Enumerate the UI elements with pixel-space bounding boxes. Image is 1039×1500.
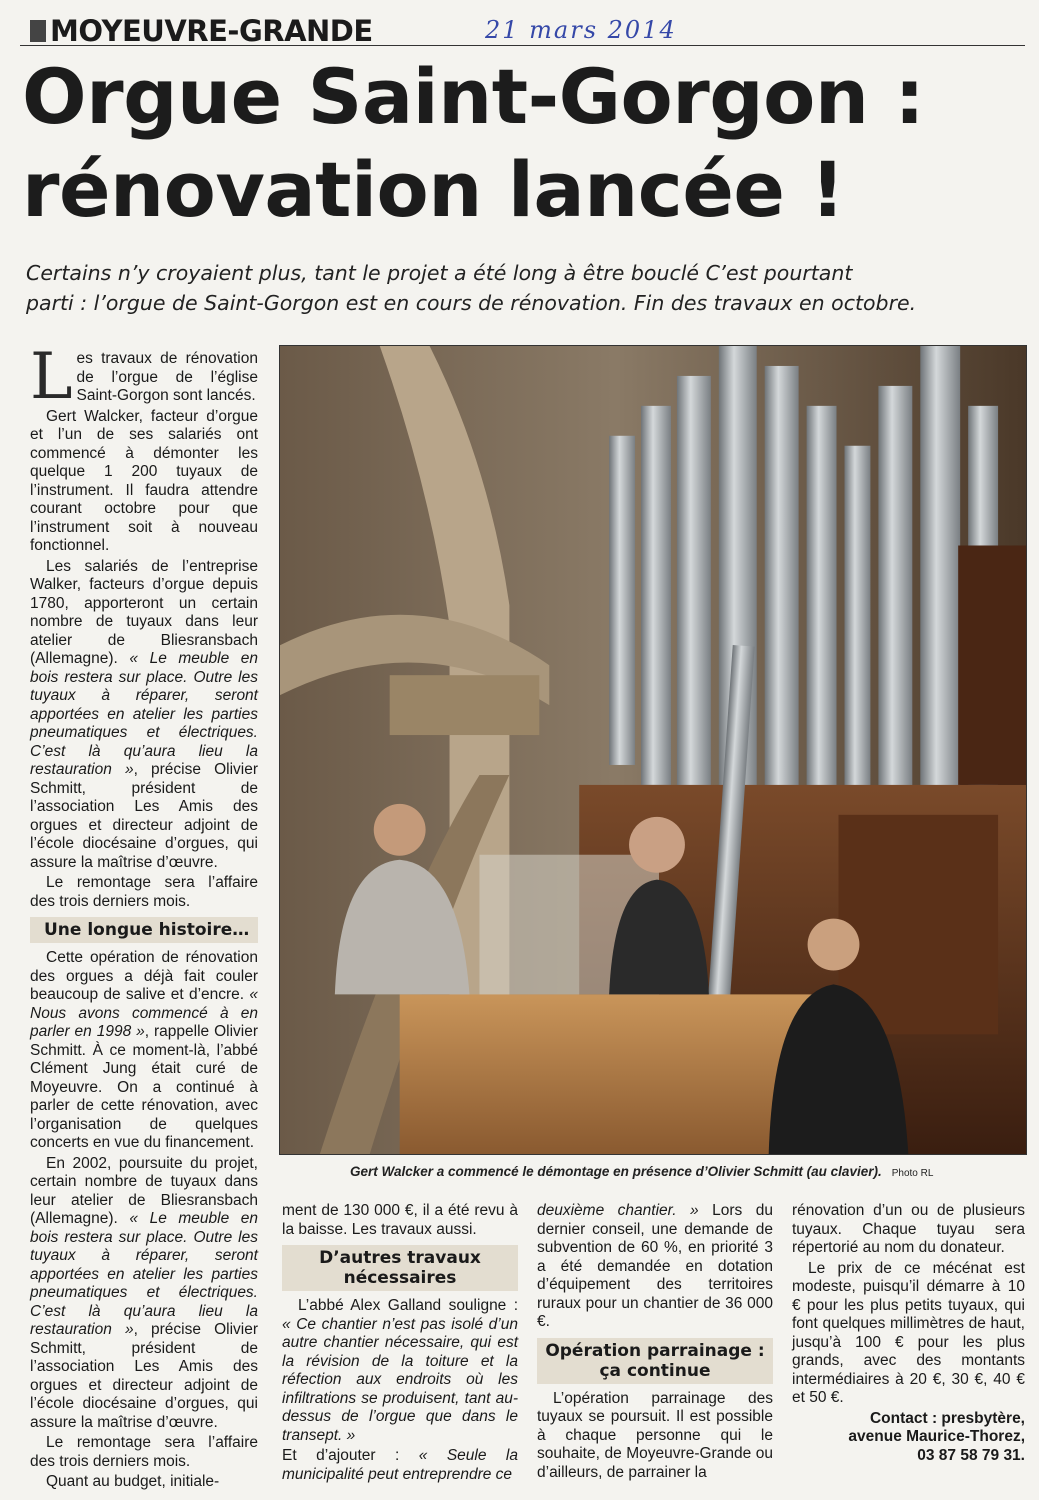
subheading-history: Une longue histoire… — [30, 917, 258, 943]
standfirst — [26, 258, 1026, 318]
contact-phone: 03 87 58 79 31. — [917, 1446, 1025, 1464]
section-marker — [30, 20, 46, 42]
section-title: MOYEUVRE-GRANDE — [50, 14, 373, 48]
paragraph: Le remontage sera l’affaire des trois derniers mois. — [30, 874, 258, 910]
paragraph: deuxième chantier. » Lors du dernier conseil, une demande de subvention de 60 %, en priorité 3 a été demandée en dotation d’équipement des territoires ruraux pour un chantier de 36 000 €. — [537, 1202, 773, 1330]
organ-photo — [279, 345, 1027, 1155]
paragraph: Le prix de ce mécénat est modeste, puisqu’il démarre à 10 € pour les plus petits tuyaux, qui font quelques millimètres de haut, jusqu’à 100 € pour les plus grands, avec des montants intermédiaires à 20 €, 30 €, 40 € et 50 €. — [792, 1259, 1025, 1406]
paragraph: L’opération parrainage des tuyaux se poursuit. Il est possible à chaque personne qui le souhaite, de Moyeuvre-Grande ou d’ailleurs, de parrainer la — [537, 1389, 773, 1481]
paragraph: Et d’ajouter : « Seule la municipalité peut entreprendre ce — [282, 1447, 518, 1483]
paragraph: Les salariés de l’entreprise Walker, facteurs d’orgue depuis 1780, apporteront un certain nombre de tuyaux dans leur atelier de Bliesransbach (Allemagne). « Le meuble en bois restera sur place. Outre les tuyaux à réparer, seront apportées en atelier les parties pneumatiques et électriques. C’est là qu’aura lieu la restauration », précise Olivier Schmitt, président de l’association Les Amis des orgues et directeur adjoint de l’école diocésaine d’orgues, qui assure la maîtrise d’œuvre. — [30, 557, 259, 871]
paragraph: Quant au budget, initiale- — [46, 1473, 220, 1490]
column-2 — [282, 1202, 518, 1486]
paragraph: En 2002, poursuite du projet, certain nombre de tuyaux dans leur atelier de Bliesransbach (Allemagne). « Le meuble en bois restera sur place. Outre les tuyaux à réparer, seront apportées en atelier les parties pneumatiques et électriques. C’est là qu’aura lieu la restauration », précise Olivier Schmitt, président de l’association Les Amis des orgues et directeur adjoint de l’école diocésaine d’orgues, qui assure la maîtrise d’œuvre. — [30, 1154, 259, 1431]
paragraph: Gert Walcker, facteur d’orgue et l’un de ses salariés ont commencé à démonter les quelque 1 200 tuyaux de l’instrument. Il faudra attendre courant octobre pour que l’instrument soit à nouveau fonctionnel. — [30, 407, 258, 554]
paragraph: Le remontage sera l’affaire des trois derniers mois. — [30, 1434, 258, 1470]
standfirst-line-1: Certains n’y croyaient plus, tant le projet a été long à être bouclé C’est pourtant — [26, 261, 853, 285]
paragraph: rénovation d’un ou de plusieurs tuyaux. Chaque tuyau sera répertorié au nom du donateur. — [792, 1202, 1025, 1256]
subheading-sponsorship: Opération parrainage : ça continue — [537, 1338, 773, 1384]
subheading-other-works: D’autres travaux nécessaires — [282, 1245, 518, 1291]
photo-credit: Photo RL — [891, 1168, 934, 1179]
handwritten-date: 21 mars 2014 — [485, 16, 677, 44]
caption-text: Gert Walcker a commencé le démontage en présence d’Olivier Schmitt (au clavier). — [350, 1164, 882, 1179]
headline — [22, 50, 1022, 236]
paragraph: ment de 130 000 €, il a été revu à la baisse. Les travaux aussi. — [282, 1202, 518, 1238]
contact-line: Contact : presbytère, — [869, 1409, 1025, 1427]
paragraph: L’abbé Alex Galland souligne : « Ce chantier n’est pas isolé d’un autre chantier nécessaire, qui est la révision de la toiture et la réfection aux endroits où les infiltrations se produisent, tant au-dessus de l’orgue que dans le transept. » — [282, 1297, 518, 1444]
column-1 — [30, 340, 259, 1494]
standfirst-line-2: parti : l’orgue de Saint-Gorgon est en cours de rénovation. Fin des travaux en octobre. — [26, 291, 917, 315]
drop-cap: L — [30, 340, 73, 414]
contact-block — [792, 1410, 1025, 1466]
organ-photo-illustration — [280, 346, 1026, 1154]
column-4 — [792, 1202, 1025, 1465]
column-3 — [537, 1202, 773, 1484]
headline-line-1: Orgue Saint-Gorgon : — [22, 52, 925, 141]
headline-line-2: rénovation lancée ! — [22, 145, 845, 234]
section-header — [20, 12, 1025, 46]
contact-line: avenue Maurice-Thorez, — [848, 1428, 1025, 1445]
lead-paragraph: Les travaux de rénovation de l’orgue de l’église Saint-Gorgon sont lancés. — [30, 340, 258, 414]
paragraph: Cette opération de rénovation des orgues a déjà fait couler beaucoup de salive et d’encre. « Nous avons commencé à en parler en 1998 », rappelle Olivier Schmitt. À ce moment-là, l’abbé Clément Jung était curé de Moyeuvre. On a continué à parler de cette rénovation, avec l’organisation de quelques concerts en vue du financement. — [30, 949, 258, 1151]
photo-caption — [350, 1164, 1020, 1179]
